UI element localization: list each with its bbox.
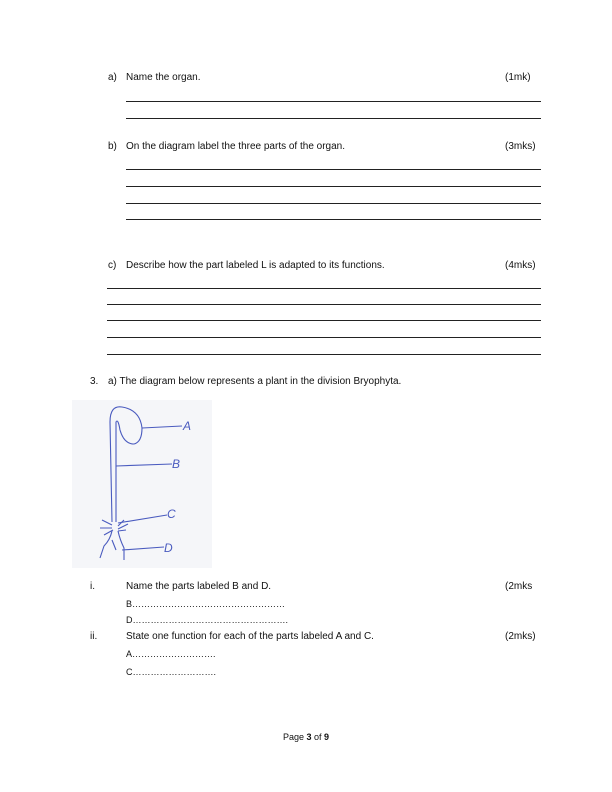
answer-line [126, 186, 541, 187]
q2a-marker: a) [108, 72, 117, 83]
footer-of: of [311, 732, 325, 742]
q2b-marker: b) [108, 141, 117, 152]
q3i-marks: (2mks [505, 581, 533, 592]
answer-line [107, 337, 541, 338]
diagram-label-b: B [172, 457, 181, 471]
answer-line [107, 354, 541, 355]
q2a-marks: (1mk) [505, 72, 531, 83]
q2c-marks: (4mks) [505, 260, 536, 271]
q3i-text: Name the parts labeled B and D. [126, 581, 272, 592]
answer-b: B…………………………………………… [126, 599, 286, 609]
answer-line [107, 304, 541, 305]
footer-prefix: Page [282, 732, 307, 742]
q3i-marker: i. [90, 581, 95, 592]
answer-line [126, 118, 541, 119]
q3-number: 3. [90, 376, 99, 387]
q3ii-text: State one function for each of the parts labeled A and C. [126, 631, 374, 642]
answer-line [126, 203, 541, 204]
bryophyta-diagram [72, 400, 212, 568]
diagram-label-c: C [167, 507, 176, 521]
answer-line [107, 288, 541, 289]
footer-total-pages: 9 [324, 732, 330, 742]
footer-current-page: 3 [306, 732, 312, 742]
answer-a: A………………………. [126, 649, 216, 659]
page-footer [0, 732, 612, 742]
answer-line [126, 101, 541, 102]
diagram-label-a: A [183, 419, 192, 433]
q3ii-marks: (2mks) [505, 631, 536, 642]
q2a-text: Name the organ. [126, 72, 201, 83]
answer-line [126, 169, 541, 170]
answer-d: D……………………………………………. [126, 615, 288, 625]
answer-line [107, 320, 541, 321]
q2c-text: Describe how the part labeled L is adapted to its functions. [126, 260, 385, 271]
q3-text: a) The diagram below represents a plant in the division Bryophyta. [108, 376, 402, 387]
answer-line [126, 219, 541, 220]
q2b-text: On the diagram label the three parts of the organ. [126, 141, 346, 152]
q3ii-marker: ii. [90, 631, 98, 642]
diagram-label-d: D [164, 541, 173, 555]
answer-c: C………………………. [126, 667, 216, 677]
q2b-marks: (3mks) [505, 141, 536, 152]
q2c-marker: c) [108, 260, 117, 271]
